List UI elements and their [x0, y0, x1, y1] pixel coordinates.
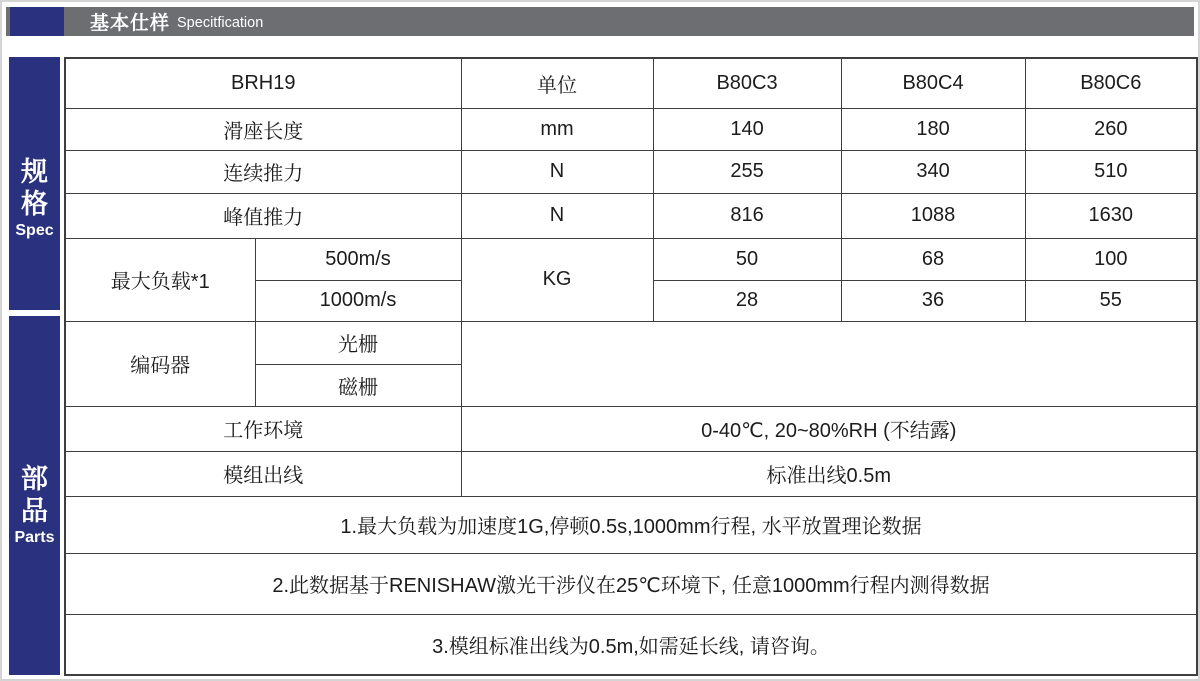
value-cell: 340: [841, 150, 1025, 193]
cable-value: 标准出线0.5m: [461, 451, 1197, 496]
value-cell: 140: [653, 108, 841, 150]
value-cell: 68: [841, 238, 1025, 280]
value-cell: 36: [841, 280, 1025, 321]
note-1: 1.最大负载为加速度1G,停顿0.5s,1000mm行程, 水平放置理论数据: [65, 496, 1197, 553]
row-unit: N: [461, 150, 653, 193]
row-unit-kg: KG: [461, 238, 653, 321]
row-label: 模组出线: [65, 451, 461, 496]
column-header-b80c3: B80C3: [653, 58, 841, 108]
value-cell: 28: [653, 280, 841, 321]
sidebar-parts-en: Parts: [14, 529, 55, 547]
table-row-encoder-optical: [65, 321, 1197, 364]
value-cell: 510: [1025, 150, 1197, 193]
table-row-note-1: [65, 496, 1197, 553]
row-label: 连续推力: [65, 150, 461, 193]
table-row-max-load-500: [65, 238, 1197, 280]
sub-label-magnetic-scale: 磁栅: [255, 364, 461, 406]
row-unit: N: [461, 193, 653, 238]
sidebar-parts-label: [9, 316, 60, 675]
table-row-working-env: [65, 406, 1197, 451]
value-cell: 55: [1025, 280, 1197, 321]
working-env-value: 0-40℃, 20~80%RH (不结露): [461, 406, 1197, 451]
sidebar-spec-en: Spec: [15, 222, 54, 240]
note-2: 2.此数据基于RENISHAW激光干涉仪在25℃环境下, 任意1000mm行程内测得数据: [65, 553, 1197, 614]
value-cell: 1088: [841, 193, 1025, 238]
sidebar-parts-zh: 部品: [21, 463, 48, 526]
sub-label-1000ms: 1000m/s: [255, 280, 461, 321]
row-label: 峰值推力: [65, 193, 461, 238]
section-header-bar: [6, 7, 1194, 36]
row-label: 工作环境: [65, 406, 461, 451]
table-row-peak-thrust: [65, 193, 1197, 238]
row-unit: mm: [461, 108, 653, 150]
table-row-note-3: [65, 614, 1197, 675]
section-title-zh: 基本仕样: [90, 13, 171, 34]
value-cell: 255: [653, 150, 841, 193]
note-3: 3.模组标准出线为0.5m,如需延长线, 请咨询。: [65, 614, 1197, 675]
spec-table: [64, 57, 1198, 676]
column-header-b80c6: B80C6: [1025, 58, 1197, 108]
table-row-slide-length: [65, 108, 1197, 150]
value-cell: 260: [1025, 108, 1197, 150]
value-cell: 816: [653, 193, 841, 238]
unit-header-cell: 单位: [461, 58, 653, 108]
sidebar-spec-zh: 规格: [21, 156, 48, 219]
table-row-cable: [65, 451, 1197, 496]
sidebar-spec-label: [9, 57, 60, 310]
encoder-empty-cell: [461, 321, 1197, 406]
table-row-header: [65, 58, 1197, 108]
table-row-continuous-thrust: [65, 150, 1197, 193]
value-cell: 100: [1025, 238, 1197, 280]
row-label: 滑座长度: [65, 108, 461, 150]
header-accent-block: [10, 7, 64, 36]
table-row-note-2: [65, 553, 1197, 614]
sub-label-500ms: 500m/s: [255, 238, 461, 280]
section-title-en: Specitfication: [177, 14, 264, 31]
value-cell: 180: [841, 108, 1025, 150]
column-header-b80c4: B80C4: [841, 58, 1025, 108]
sub-label-optical-scale: 光栅: [255, 321, 461, 364]
row-label-max-load: 最大负载*1: [65, 238, 255, 321]
model-name-cell: BRH19: [65, 58, 461, 108]
value-cell: 50: [653, 238, 841, 280]
section-title: [90, 7, 263, 36]
row-label-encoder: 编码器: [65, 321, 255, 406]
value-cell: 1630: [1025, 193, 1197, 238]
